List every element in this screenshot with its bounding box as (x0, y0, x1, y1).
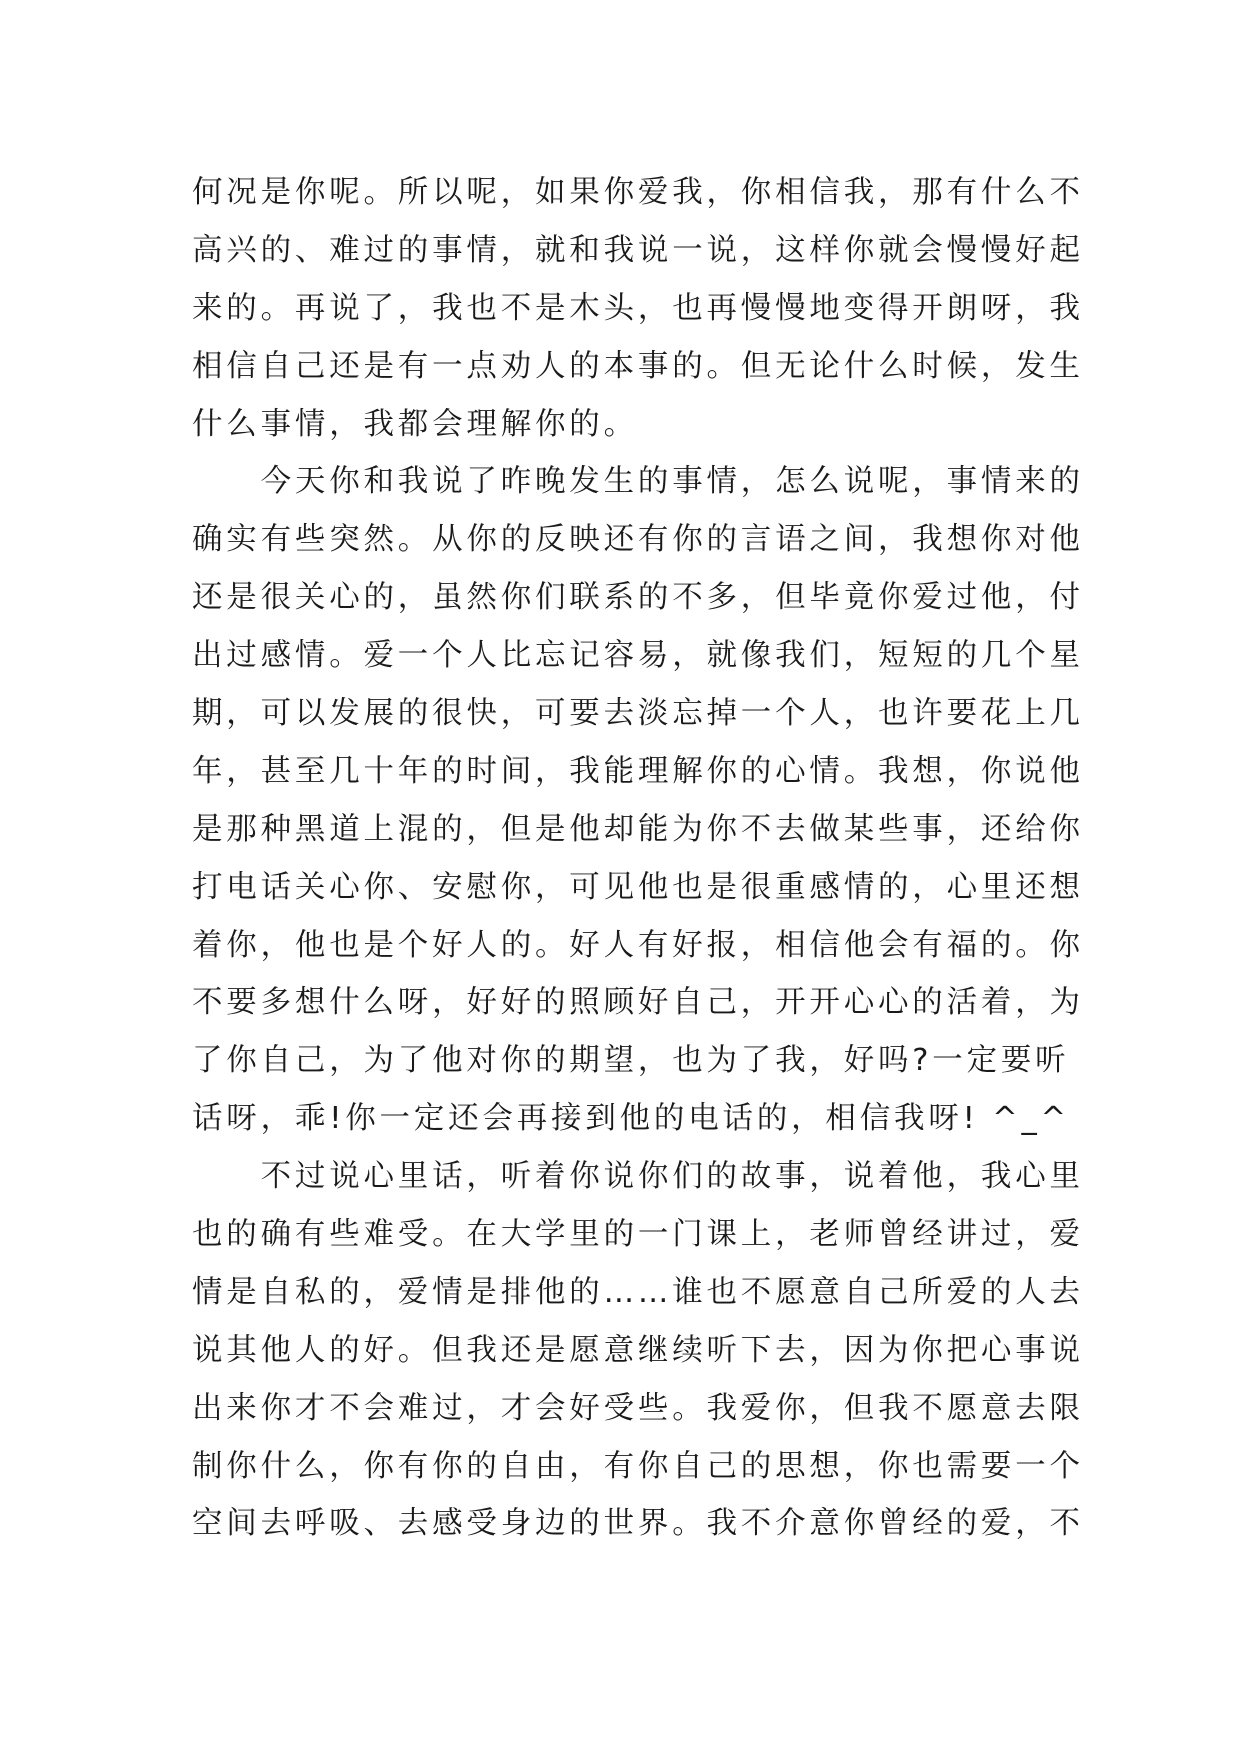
body-text (192, 164, 1084, 1553)
text-line: 年，甚至几十年的时间，我能理解你的心情。我想，你说他 (192, 753, 1084, 789)
text-line: 制你什么，你有你的自由，有你自己的思想，你也需要一个 (192, 1448, 1084, 1484)
text-line: 来的。再说了，我也不是木头，也再慢慢地变得开朗呀，我 (192, 290, 1084, 326)
text-line: 相信自己还是有一点劝人的本事的。但无论什么时候，发生 (192, 348, 1084, 384)
text-line: 还是很关心的，虽然你们联系的不多，但毕竟你爱过他，付 (192, 580, 1084, 616)
text-line: 不过说心里话，听着你说你们的故事，说着他，我心里 (192, 1159, 1084, 1195)
text-line: 空间去呼吸、去感受身边的世界。我不介意你曾经的爱，不 (192, 1506, 1084, 1542)
text-line: 确实有些突然。从你的反映还有你的言语之间，我想你对他 (192, 522, 1084, 558)
text-line: 今天你和我说了昨晚发生的事情，怎么说呢，事情来的 (192, 464, 1084, 500)
text-line: 是那种黑道上混的，但是他却能为你不去做某些事，还给你 (192, 811, 1084, 847)
text-line: 也的确有些难受。在大学里的一门课上，老师曾经讲过，爱 (192, 1217, 1084, 1253)
text-line: 什么事情，我都会理解你的。 (192, 406, 638, 442)
text-line: 说其他人的好。但我还是愿意继续听下去，因为你把心事说 (192, 1332, 1084, 1368)
text-line: 期，可以发展的很快，可要去淡忘掉一个人，也许要花上几 (192, 696, 1084, 732)
text-line: 着你，他也是个好人的。好人有好报，相信他会有福的。你 (192, 927, 1084, 963)
text-line: 出来你才不会难过，才会好受些。我爱你，但我不愿意去限 (192, 1390, 1084, 1426)
text-line: 高兴的、难过的事情，就和我说一说，这样你就会慢慢好起 (192, 232, 1084, 268)
text-line: 何况是你呢。所以呢，如果你爱我，你相信我，那有什么不 (192, 175, 1084, 210)
text-line: 情是自私的，爱情是排他的……谁也不愿意自己所爱的人去 (192, 1274, 1084, 1310)
text-line: 不要多想什么呀，好好的照顾好自己，开开心心的活着，为 (192, 985, 1084, 1021)
text-line: 了你自己，为了他对你的期望，也为了我，好吗?一定要听 (192, 1043, 1070, 1079)
text-line: 出过感情。爱一个人比忘记容易，就像我们，短短的几个星 (192, 638, 1084, 674)
text-line: 话呀，乖!你一定还会再接到他的电话的，相信我呀! ^_^ (192, 1101, 1070, 1137)
text-line: 打电话关心你、安慰你，可见他也是很重感情的，心里还想 (192, 869, 1084, 905)
